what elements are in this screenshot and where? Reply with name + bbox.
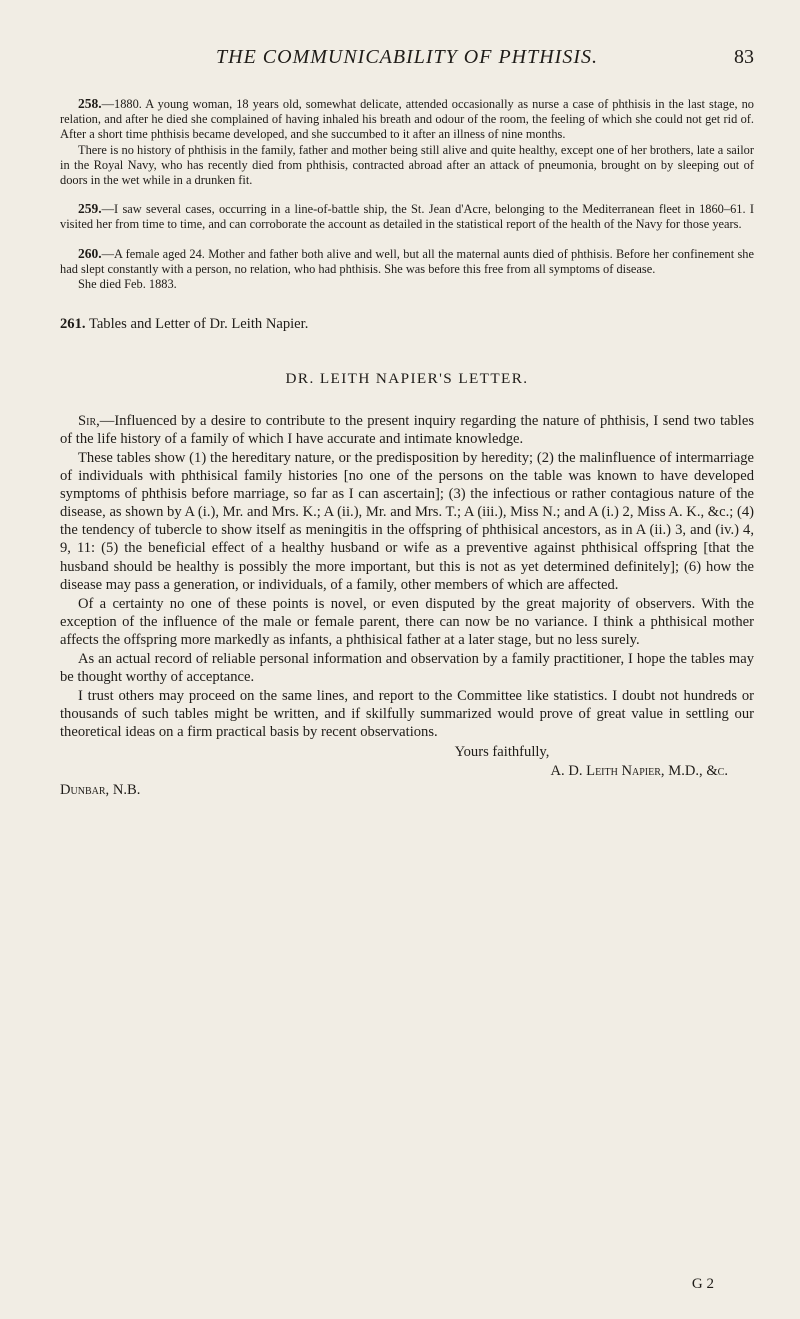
case-text: —I saw several cases, occurring in a line-of-battle ship, the St. Jean d'Acre, belonging to the Mediterranean fleet in 1860–61. I visited her from time to time, and can corroborate the account as detailed in the statistical report of the health of the Navy for those years. (60, 202, 754, 232)
letter-closing: Yours faithfully, (454, 743, 550, 760)
letter-text: —Influenced by a desire to contribute to the present inquiry regarding the nature of phthisis, I send two tables of the life history of a family of which I have accurate and intimate knowledge. (60, 412, 754, 447)
page-number: 83 (734, 46, 754, 68)
case-259 (60, 201, 754, 232)
running-title: THE COMMUNICABILITY OF PHTHISIS. (216, 46, 598, 68)
case-paragraph (60, 96, 754, 143)
letter-paragraph: Of a certainty no one of these points is novel, or even disputed by the great majority of observers. With the exception of the influence of the male or female parent, there can now be no variance. I think a phthisical mother affects the offspring more markedly as infants, a phthisical father at a later stage, but no less surely. (60, 595, 754, 648)
case-paragraph (60, 246, 754, 277)
case-260 (60, 246, 754, 293)
case-paragraph: There is no history of phthisis in the family, father and mother being still alive and quite healthy, except one of her brothers, late a sailor in the Royal Navy, who has recently died from phthisis, contracted abroad after an attack of pneumonia, brought on by sleeping out of doors in the wet while in a drunken fit. (60, 142, 754, 188)
signature-name: A. D. Leith Napier, M.D., &c. (550, 762, 728, 779)
signature-mark: G 2 (691, 1276, 714, 1292)
letter-paragraph: As an actual record of reliable personal information and observation by a family practitioner, I hope the tables may be thought worthy of acceptance. (60, 651, 754, 686)
case-number: 259. (78, 201, 102, 217)
case-text: —1880. A young woman, 18 years old, somewhat delicate, attended occasionally as nurse a case of phthisis in the last stage, no relation, and after he died she complained of having inhaled his breath and odour of the room, the feeling of which she could not get rid of. After a short time phthisis became developed, and she succumbed to it after an illness of nine months. (60, 97, 754, 142)
letter-signature (60, 762, 754, 780)
letter-paragraph: These tables show (1) the hereditary nature, or the predisposition by heredity; (2) the malinfluence of intermarriage of individuals with phthisical family histories [no one of the persons on the table was known to have developed symptoms of phthisis before marriage, so far as I can ascertain]; (3) the infectious or rather contagious nature of the disease, as shown by A (i.), Mr. and Mrs. K.; A (ii.), Mr. and Mrs. T.; A (iii.), Miss N.; and A (i.) 2, Miss A. K., &c.; (4) the tendency of tubercle to show itself as meningitis in the offspring of phthisical ancestors, as in A (ii.) 3, and (iv.) 4, 9, 11: (5) the beneficial effect of a healthy husband or wife as a preventive against phthisical offspring [that the husband should be healthy is possibly the more important, but this is not as yet determined definitely]; (6) how the disease may pass a generation, or individuals, of a family, other members of which are affected. (60, 450, 754, 593)
letter-paragraph (60, 412, 754, 448)
letter-paragraph: I trust others may proceed on the same lines, and report to the Committee like statistics. I doubt not hundreds or thousands of such tables might be written, and if skilfully summarized would prove of great value in settling our theoretical ideas on a firm practical basis by recent observations. (60, 688, 754, 741)
case-number: 258. (78, 96, 102, 111)
salutation: Sir, (78, 412, 100, 429)
page-content (60, 96, 754, 799)
running-head (60, 46, 754, 72)
case-paragraph: She died Feb. 1883. (78, 277, 177, 292)
section-title: Tables and Letter of Dr. Leith Napier. (88, 316, 309, 333)
case-text: —A female aged 24. Mother and father both alive and well, but all the maternal aunts died of phthisis. Before her confinement she had slept constantly with a person, no relation, who had phthisis. She was before this free from all symptoms of disease. (60, 246, 754, 276)
letter-title: DR. LEITH NAPIER'S LETTER. (285, 369, 529, 387)
letter-body (60, 412, 754, 799)
letter-place (60, 781, 754, 799)
place-name: Dunbar, N.B. (60, 781, 141, 798)
case-258 (60, 96, 754, 188)
case-paragraph (60, 201, 754, 232)
section-heading (60, 316, 754, 334)
section-number: 261. (60, 316, 86, 333)
case-number: 260. (78, 245, 102, 261)
case-reports (60, 96, 754, 292)
